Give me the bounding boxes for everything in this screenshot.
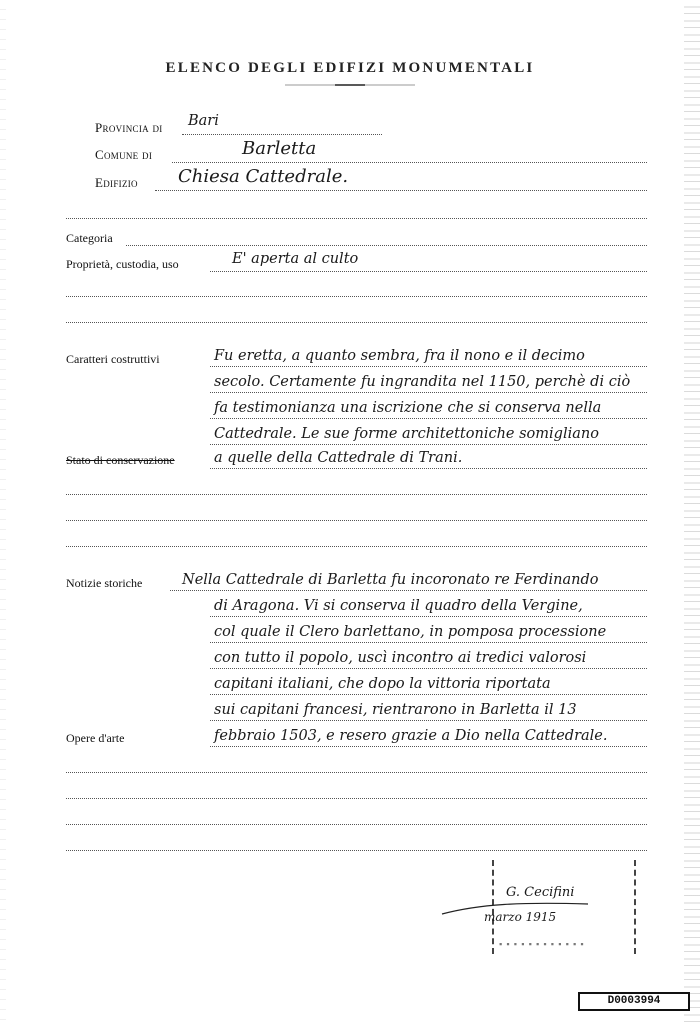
provincia-value: Bari	[188, 113, 219, 129]
notizie-text-5: capitani italiani, che dopo la vittoria riportata	[214, 676, 551, 692]
blank-line	[66, 322, 647, 323]
edifizio-label: Edifizio	[95, 175, 138, 190]
provincia-label: Provincia di	[95, 120, 163, 135]
proprieta-line	[210, 271, 647, 272]
caratteri-text-4: Cattedrale. Le sue forme architettoniche somigliano	[214, 426, 599, 442]
comune-label: Comune di	[95, 147, 153, 162]
notizie-line-1	[170, 590, 647, 591]
blank-line	[66, 218, 647, 219]
blank-line	[66, 850, 647, 851]
signature-date: marzo 1915	[484, 910, 557, 924]
stamp-text-faded: ▪▪▪▪▪▪▪▪▪▪▪▪	[498, 940, 587, 950]
blank-line	[66, 296, 647, 297]
document-id: D0003994	[578, 992, 690, 1011]
stato-line	[210, 468, 647, 469]
notizie-line-3	[210, 642, 647, 643]
proprieta-label: Proprietà, custodia, uso	[66, 257, 179, 271]
edifizio-value: Chiesa Cattedrale.	[178, 166, 349, 187]
categoria-line	[126, 245, 647, 246]
caratteri-line-2	[210, 392, 647, 393]
blank-line	[66, 494, 647, 495]
categoria-label: Categoria	[66, 231, 113, 245]
notizie-label: Notizie storiche	[66, 576, 143, 590]
scan-edge-right	[684, 0, 700, 1024]
blank-line	[66, 772, 647, 773]
notizie-line-6	[210, 720, 647, 721]
blank-line	[66, 824, 647, 825]
proprieta-value: E' aperta al culto	[232, 251, 359, 267]
blank-line	[66, 546, 647, 547]
title-ornament	[285, 84, 415, 86]
blank-line	[66, 798, 647, 799]
notizie-text-1: Nella Cattedrale di Barletta fu incoronato re Ferdinando	[182, 572, 599, 588]
notizie-text-3: col quale il Clero barlettano, in pomposa processione	[214, 624, 607, 640]
caratteri-text-2: secolo. Certamente fu ingrandita nel 1150, perchè di ciò	[214, 374, 631, 390]
notizie-text-2: di Aragona. Vi si conserva il quadro della Vergine,	[214, 598, 583, 614]
caratteri-label: Caratteri costruttivi	[66, 352, 160, 366]
caratteri-text-1: Fu eretta, a quanto sembra, fra il nono e il decimo	[214, 348, 585, 364]
edifizio-line	[155, 190, 647, 191]
stato-label: Stato di conservazione	[66, 453, 175, 467]
blank-line	[66, 520, 647, 521]
comune-line	[172, 162, 647, 163]
notizie-text-6: sui capitani francesi, rientrarono in Barletta il 13	[214, 702, 577, 718]
notizie-text-7: febbraio 1503, e resero grazie a Dio nella Cattedrale.	[214, 728, 608, 744]
caratteri-text-5: a quelle della Cattedrale di Trani.	[214, 450, 463, 466]
scan-edge-left	[0, 0, 6, 1024]
opere-line	[210, 746, 647, 747]
caratteri-line-1	[210, 366, 647, 367]
signature-name: G. Cecifini	[506, 885, 575, 900]
caratteri-line-3	[210, 418, 647, 419]
caratteri-line-4	[210, 444, 647, 445]
opere-label: Opere d'arte	[66, 731, 125, 745]
notizie-text-4: con tutto il popolo, uscì incontro ai tredici valorosi	[214, 650, 587, 666]
provincia-line	[182, 134, 382, 135]
notizie-line-5	[210, 694, 647, 695]
document-title: ELENCO DEGLI EDIFIZI MONUMENTALI	[165, 60, 535, 76]
notizie-line-4	[210, 668, 647, 669]
comune-value: Barletta	[242, 138, 317, 159]
notizie-line-2	[210, 616, 647, 617]
caratteri-text-3: fa testimonianza una iscrizione che si conserva nella	[214, 400, 602, 416]
